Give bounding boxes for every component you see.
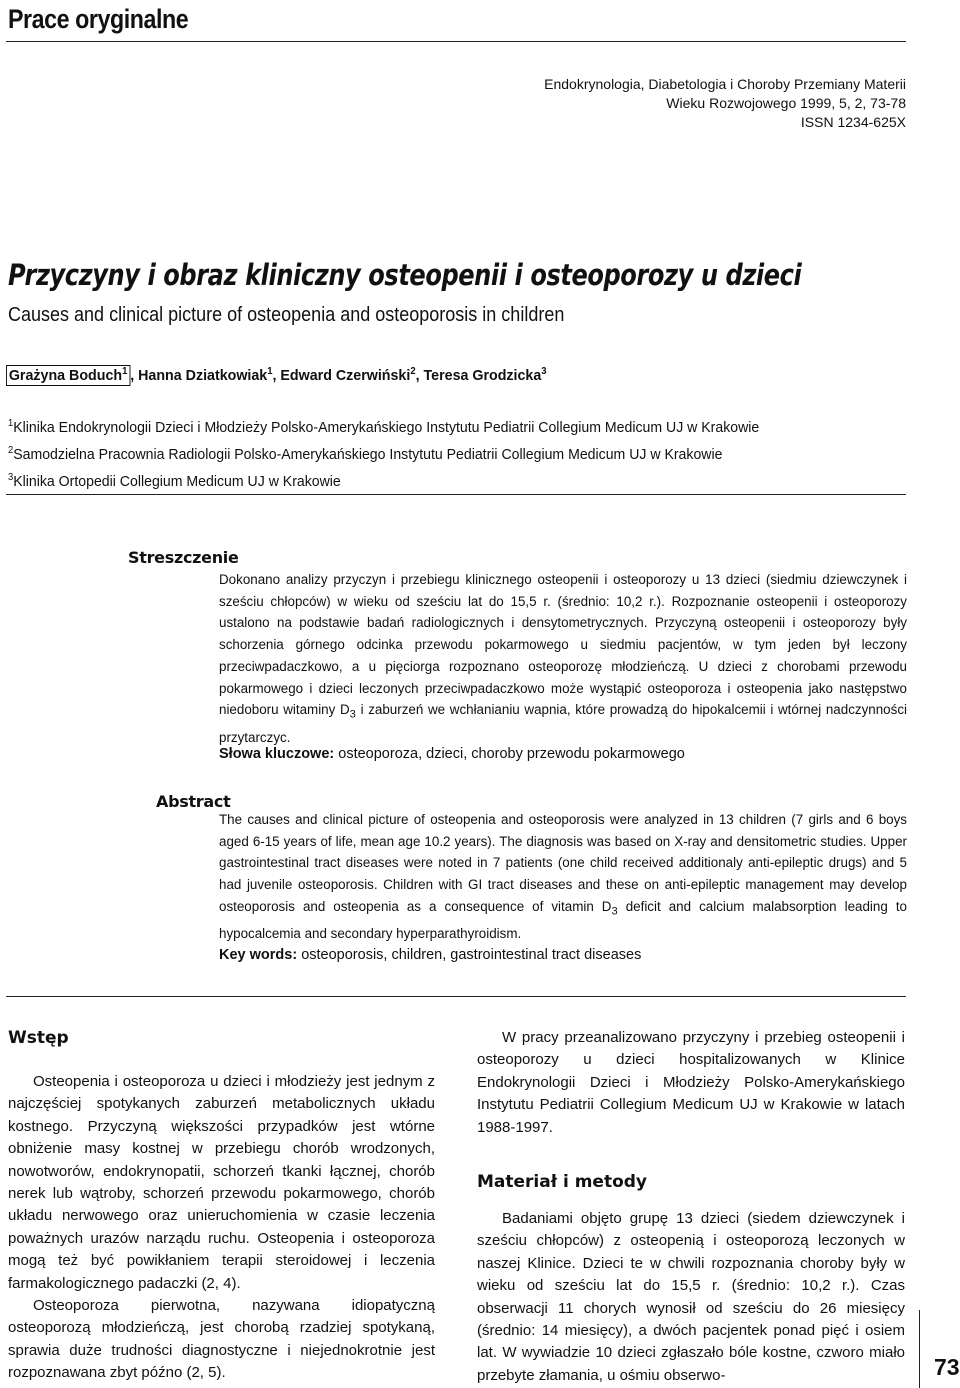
page-number-rule	[919, 1310, 920, 1388]
section-divider	[6, 494, 906, 495]
affil-mark: 2	[8, 445, 14, 456]
affil-text: Klinika Ortopedii Collegium Medicum UJ w Krakowie	[13, 473, 341, 490]
affiliation-line	[8, 439, 759, 466]
streszczenie-text	[219, 569, 907, 748]
affil-text: Klinika Endokrynologii Dzieci i Młodzieży Polsko-Amerykańskiego Instytutu Pediatrii Collegium Medicum UJ w Krakowie	[13, 419, 760, 436]
journal-issue-line: Wieku Rozwojowego 1999, 5, 2, 73-78	[666, 95, 906, 111]
keywords-polish	[219, 746, 685, 762]
affil-mark: 3	[8, 472, 14, 483]
journal-issn-line: ISSN 1234-625X	[800, 114, 906, 130]
keywords-english	[219, 947, 641, 963]
article-title-english: Causes and clinical picture of osteopenia and osteoporosis in children	[8, 304, 565, 326]
author-name: Teresa Grodzicka	[423, 367, 542, 384]
affil-mark: 1	[8, 418, 14, 429]
author-name: Edward Czerwiński	[280, 367, 411, 384]
page-number: 73	[934, 1354, 960, 1380]
journal-info	[544, 75, 906, 132]
section-label: Prace oryginalne	[8, 4, 189, 34]
streszczenie-text-b: i zaburzeń we wchłanianiu wapnia, które prowadzą do hipokalcemii i wtórnej nadczynności przytarczyc.	[219, 702, 907, 745]
body-right-column-methods	[477, 1208, 905, 1387]
abstract-text-b: deficit and calcium malabsorption leading to hypocalcemia and secondary hyperparathyroidism.	[219, 898, 907, 942]
paragraph: Osteopenia i osteoporoza u dzieci i młodzieży jest jednym z najczęściej spotykanych zaburzeń metabolicznych układu kostnego. Przyczyną większości przypadków jest wtórne obniżenie masy kostnej w przebiegu chorób wrodzonych, nowotworów, endokrynopatii, schorzeń tkanki łącznej, chorób nerek lub wątroby, schorzeń przewodu pokarmowego, chorób układu nerwowego oraz unieruchomienia w czasie leczenia poważnych urazów narządu ruchu. Osteopenia i osteoporoza mogą też być powikłaniem terapii steroidowej i leczenia farmakologicznego padaczki (2, 4).	[8, 1073, 435, 1292]
author-affil-mark: 1	[267, 366, 273, 377]
keywords-values: osteoporosis, children, gastrointestinal tract diseases	[297, 947, 642, 963]
author-name: Grażyna Boduch	[8, 367, 123, 384]
streszczenie-heading: Streszczenie	[128, 548, 239, 567]
affil-text: Samodzielna Pracownia Radiologii Polsko-Amerykańskiego Instytutu Pediatrii Collegium Medicum UJ w Krakowie	[13, 446, 723, 463]
paragraph: Osteoporoza pierwotna, nazywana idiopatyczną osteoporozą młodzieńczą, jest chorobą rzadziej spotykaną, sprawia duże trudności diagnostyczne i niejednokrotnie jest rozpoznawana zbyt późno (2, 5).	[8, 1297, 435, 1382]
streszczenie-text-a: Dokonano analizy przyczyn i przebiegu klinicznego osteopenii i osteoporozy u 13 dzieci (siedmiu dziewczynek i sześciu chłopców) w wieku od sześciu lat do 15,5 r. (średnio: 10,2 r.). Rozpoznanie osteopenii i osteoporozy ustalono na podstawie badań radiologicznych i densytometrycznych. Przyczyną osteopenii i osteoporozy były schorzenia górnego odcinka przewodu pokarmowego u siedmiu pacjentów, w tym jeden był leczony przeciwpadaczkowo, a u pięciorga rozpoznano osteoporozę młodzieńczą. U dzieci z chorobami przewodu pokarmowego i dzieci leczonych przeciwpadaczkowo może wystąpić osteoporoza i osteopenia jako następstwo niedoboru witaminy D	[219, 572, 907, 718]
top-rule	[6, 41, 906, 42]
body-left-column	[8, 1071, 435, 1385]
body-right-column-intro	[477, 1027, 905, 1139]
abstract-text	[219, 809, 907, 945]
author-affil-mark: 2	[410, 366, 416, 377]
journal-name-line: Endokrynologia, Diabetologia i Choroby Przemiany Materii	[544, 76, 906, 92]
paragraph: Badaniami objęto grupę 13 dzieci (siedem dziewczynek i sześciu chłopców) z osteopenią i osteoporozą leczonych w naszej Klinice. Dzieci te w chwili rozpoznania choroby były w wieku od sześciu lat do 15,5 r. (średnio: 10,2 r.). Czas obserwacji 11 chorych wynosił od sześciu do 26 miesięcy (średnio: 14 miesięcy), a dwóch pacjentek ponad pięć i osiem lat. W wywiadzie 10 dzieci zgłaszało bóle kostne, czworo miało przebyte złamania, u ośmiu obserwo-	[477, 1210, 905, 1384]
paragraph: W pracy przeanalizowano przyczyny i przebieg osteopenii i osteoporozy u dzieci hospitalizowanych w Klinice Endokrynologii Dzieci i Młodzieży Polsko-Amerykańskiego Instytutu Pediatrii Collegium Medicum UJ w Krakowie w latach 1988-1997.	[477, 1029, 905, 1136]
vitamin-subscript: 3	[349, 708, 356, 721]
wstep-heading: Wstęp	[8, 1028, 69, 1048]
body-divider	[6, 996, 906, 997]
keywords-label: Słowa kluczowe:	[219, 746, 335, 762]
affiliation-line	[8, 412, 759, 439]
vitamin-subscript: 3	[611, 905, 618, 918]
affiliations	[8, 412, 759, 493]
keywords-label: Key words:	[219, 947, 298, 963]
author-name: Hanna Dziatkowiak	[138, 367, 268, 384]
metody-heading: Materiał i metody	[477, 1172, 647, 1192]
affiliation-line	[8, 466, 759, 493]
author-corresponding	[6, 365, 130, 386]
author-affil-mark: 3	[541, 366, 547, 377]
abstract-text-a: The causes and clinical picture of osteopenia and osteoporosis were analyzed in 13 children (7 girls and 6 boys aged 6-15 years of life, mean age 10.2 years). The diagnosis was based on X-ray and densitometric studies. Upper gastrointestinal tract diseases were noted in 7 patients (one child received additionaly anti-epileptic drugs) and 5 had juvenile osteoporosis. Children with GI tract diseases and these on anti-epileptic management may develop osteoporosis and osteopenia as a consequence of vitamin D	[219, 812, 907, 914]
keywords-values: osteoporoza, dzieci, choroby przewodu pokarmowego	[334, 746, 685, 762]
article-title-polish: Przyczyny i obraz kliniczny osteopenii i osteoporozy u dzieci	[8, 258, 802, 292]
abstract-heading: Abstract	[156, 792, 231, 811]
author-affil-mark: 1	[122, 366, 128, 377]
author-list: Grażyna Boduch$^1$ , Hanna Dziatkowiak$^1$, Edward Czerwiński$^2$, Teresa Grodzicka$^3$	[6, 366, 547, 384]
